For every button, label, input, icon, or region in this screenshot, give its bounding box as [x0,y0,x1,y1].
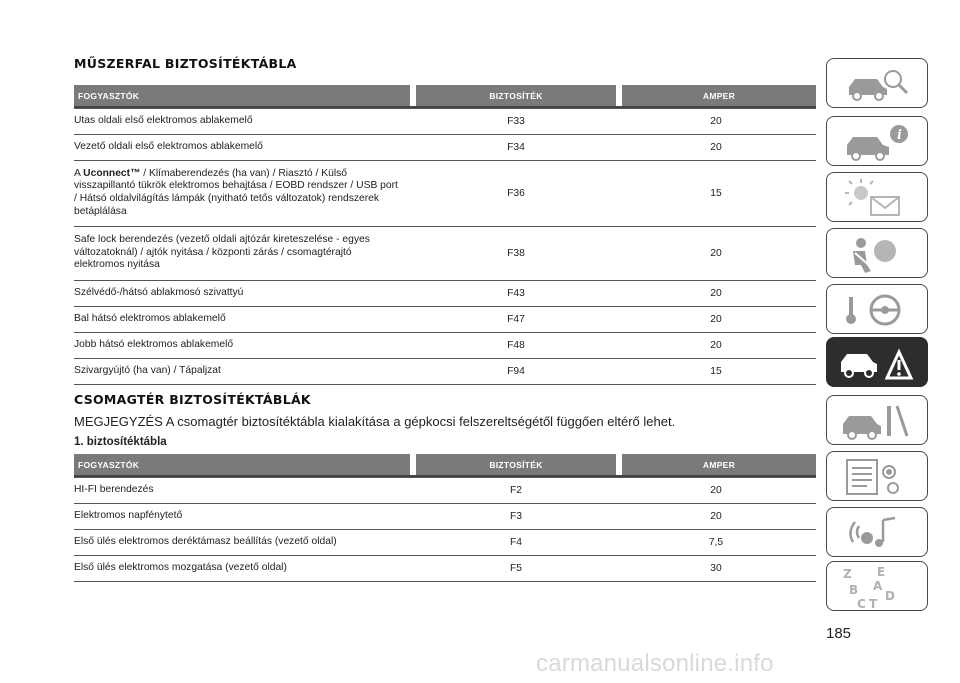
consumer-text: Safe lock berendezés (vezető oldali ajtózár kireteszelése - egyes változatoknál) / ajtók nyitása / központi zárás / csomagtérajtó elektromos nyitása [74,234,370,271]
subsection-title: 1. biztosítéktábla [74,436,167,448]
consumer-cell: Jobb hátsó elektromos ablakemelő [74,332,416,358]
note-text: MEGJEGYZÉS A csomagtér biztosítéktábla kialakítása a gépkocsi felszereltségétől függően eltérő lehet. [74,414,676,429]
chapter-tab-technical-specs[interactable] [826,451,928,501]
fuse-cell: F4 [416,529,616,555]
fuse-cell: F5 [416,555,616,581]
multimedia-icon [827,508,928,557]
chapter-tab-starting-driving[interactable] [826,284,928,334]
consumer-prefix: A [74,167,84,179]
column-header-fuse: BIZTOSÍTÉK [416,454,616,475]
fuse-cell: F3 [416,503,616,529]
consumer-cell [74,160,416,226]
index-letter: B [849,583,859,597]
table-row [74,160,816,226]
chapter-tab-multimedia[interactable] [826,507,928,557]
column-header-consumers: FOGYASZTÓK [74,454,410,475]
amper-cell: 20 [616,477,816,503]
consumer-cell: Vezető oldali első elektromos ablakemelő [74,134,416,160]
amper-cell: 15 [616,358,816,384]
amper-cell: 20 [616,134,816,160]
fuse-cell: F47 [416,306,616,332]
specs-gear-icon [827,452,928,501]
table-row [74,306,816,332]
section-title-dashboard-fuses: MŰSZERFAL BIZTOSÍTÉKTÁBLA [74,56,297,71]
consumer-cell: Szivargyújtó (ha van) / Tápaljzat [74,358,416,384]
table-row [74,529,816,555]
chapter-tab-info[interactable] [826,116,928,166]
amper-cell: 7,5 [616,529,816,555]
airbag-seatbelt-icon [827,229,928,278]
consumer-rest: / Klímaberendezés (ha van) / Riasztó / Külső visszapillantó tükrök elektromos behajtása / EOBD rendszer / USB port / Hátsó oldalvilágítás lámpák (nyitható tetős változatok) rendszerek betáplálása [74,167,398,217]
amper-cell: 20 [616,108,816,134]
steering-wheel-key-icon [827,285,928,334]
index-letter: A [873,579,883,593]
fuse-cell: F34 [416,134,616,160]
fuse-cell: F43 [416,280,616,306]
uconnect-label: Uconnect™ [83,167,141,179]
table-row [74,134,816,160]
consumer-cell: Szélvédő-/hátsó ablakmosó szivattyú [74,280,416,306]
index-letter: C [857,597,866,611]
fuse-cell: F33 [416,108,616,134]
fuse-cell: F94 [416,358,616,384]
consumer-cell: Első ülés elektromos deréktámasz beállítás (vezető oldal) [74,529,416,555]
amper-cell: 20 [616,503,816,529]
chapter-tab-maintenance[interactable] [826,395,928,445]
table-row [74,226,816,280]
section-title-luggage-fuses: CSOMAGTÉR BIZTOSÍTÉKTÁBLÁK [74,392,311,407]
consumer-cell: Utas oldali első elektromos ablakemelő [74,108,416,134]
table-row [74,108,816,134]
table-row [74,280,816,306]
amper-cell: 30 [616,555,816,581]
car-info-icon [827,117,928,166]
consumer-cell: Elektromos napfénytető [74,503,416,529]
column-header-amper: AMPER [622,85,816,106]
chapter-tab-warning-lights[interactable] [826,172,928,222]
amper-cell: 15 [616,160,816,226]
svg-text:i: i [897,128,902,143]
consumer-cell: HI-FI berendezés [74,477,416,503]
amper-cell: 20 [616,306,816,332]
luggage-fuse-table [74,454,816,582]
page-number: 185 [826,625,852,642]
fuse-cell: F36 [416,160,616,226]
table-row [74,477,816,503]
amper-cell: 20 [616,280,816,306]
index-letter: E [877,565,886,579]
amper-cell: 20 [616,332,816,358]
table-row [74,503,816,529]
dashboard-fuse-table [74,85,816,385]
warning-light-mail-icon [827,173,928,222]
table-row [74,332,816,358]
car-warning-triangle-icon [827,338,928,387]
index-letter: Z [843,567,852,581]
watermark-text: carmanualsonline.info [536,650,774,677]
car-search-icon [827,59,928,108]
fuse-cell: F38 [416,226,616,280]
index-letter: T [869,597,878,611]
consumer-cell: Első ülés elektromos mozgatása (vezető oldal) [74,555,416,581]
table-row [74,358,816,384]
consumer-cell: Bal hátsó elektromos ablakemelő [74,306,416,332]
consumer-cell [74,226,416,280]
amper-cell: 20 [616,226,816,280]
chapter-tab-emergency[interactable] [826,337,928,387]
index-letter: D [885,589,895,603]
fuse-cell: F48 [416,332,616,358]
column-header-amper: AMPER [622,454,816,475]
chapter-tab-dashboard[interactable] [826,58,928,108]
column-header-consumers: FOGYASZTÓK [74,85,410,106]
chapter-tab-safety[interactable] [826,228,928,278]
alphabetical-index-icon [827,562,928,611]
chapter-tab-index[interactable] [826,561,928,611]
column-header-fuse: BIZTOSÍTÉK [416,85,616,106]
fuse-cell: F2 [416,477,616,503]
table-row [74,555,816,581]
car-tools-icon [827,396,928,445]
